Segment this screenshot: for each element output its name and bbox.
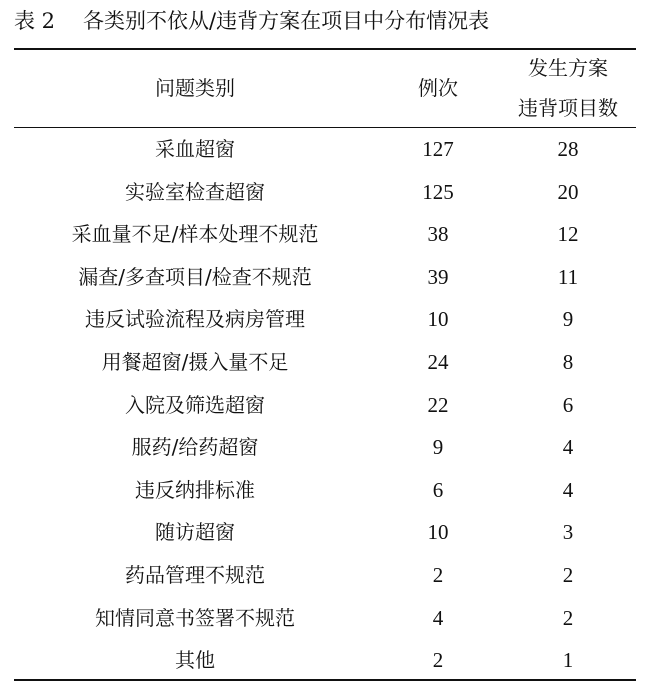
- table-caption: [14, 4, 489, 38]
- projects-cell: 11: [557, 264, 579, 289]
- category-cell: 采血超窗: [155, 137, 235, 161]
- count-cell: 4: [432, 605, 444, 630]
- category-cell: 采血量不足/样本处理不规范: [71, 222, 319, 247]
- table-row: [14, 469, 636, 512]
- count-cell: 127: [422, 137, 454, 161]
- category-cell: 服药/给药超窗: [131, 435, 259, 460]
- category-cell: 药品管理不规范: [125, 562, 265, 587]
- table-row: [14, 341, 636, 384]
- table-row: [14, 213, 636, 256]
- table-row: [14, 384, 636, 427]
- table-row: [14, 597, 636, 640]
- header-category: 问题类别: [155, 76, 235, 100]
- projects-cell: 28: [557, 137, 579, 161]
- category-cell: 违反试验流程及病房管理: [85, 307, 305, 332]
- category-cell: 入院及筛选超窗: [125, 392, 265, 417]
- projects-cell: 20: [557, 179, 579, 204]
- projects-cell: 2: [562, 562, 574, 587]
- table-row: [14, 298, 636, 341]
- table-row: [14, 511, 636, 554]
- category-cell: 违反纳排标准: [135, 477, 255, 502]
- count-cell: 2: [432, 562, 444, 587]
- category-cell: 漏查/多查项目/检查不规范: [78, 264, 312, 289]
- count-cell: 39: [427, 264, 449, 289]
- table-row: [14, 639, 636, 682]
- projects-cell: 9: [562, 307, 574, 332]
- table-row: [14, 256, 636, 299]
- count-cell: 10: [427, 307, 449, 332]
- count-cell: 6: [432, 477, 444, 502]
- table-row: [14, 171, 636, 214]
- projects-cell: 8: [562, 349, 574, 374]
- count-cell: 38: [427, 222, 449, 247]
- count-cell: 125: [422, 179, 454, 204]
- projects-cell: 12: [557, 222, 579, 247]
- projects-cell: 1: [562, 648, 574, 673]
- projects-cell: 3: [562, 520, 574, 545]
- bottom-rule: [14, 679, 636, 681]
- category-cell: 实验室检查超窗: [125, 179, 265, 204]
- table-number: 表 2: [14, 9, 56, 33]
- projects-cell: 6: [562, 392, 574, 417]
- table-body: [14, 128, 636, 682]
- count-cell: 2: [432, 648, 444, 673]
- header-projects-line2: 违背项目数: [518, 96, 618, 120]
- count-cell: 24: [427, 349, 449, 374]
- top-rule: [14, 48, 636, 50]
- table-row: [14, 554, 636, 597]
- category-cell: 用餐超窗/摄入量不足: [101, 349, 289, 374]
- category-cell: 随访超窗: [155, 520, 235, 545]
- category-cell: 知情同意书签署不规范: [95, 605, 295, 630]
- count-cell: 22: [427, 392, 449, 417]
- projects-cell: 4: [562, 477, 574, 502]
- header-count: 例次: [418, 76, 458, 100]
- table-row: [14, 426, 636, 469]
- projects-cell: 2: [562, 605, 574, 630]
- header-projects-line1: 发生方案: [528, 56, 608, 80]
- category-cell: 其他: [175, 648, 215, 673]
- table-row: [14, 128, 636, 171]
- table-title: 各类别不依从/违背方案在项目中分布情况表: [83, 9, 490, 33]
- projects-cell: 4: [562, 435, 574, 460]
- count-cell: 9: [432, 435, 444, 460]
- count-cell: 10: [427, 520, 449, 545]
